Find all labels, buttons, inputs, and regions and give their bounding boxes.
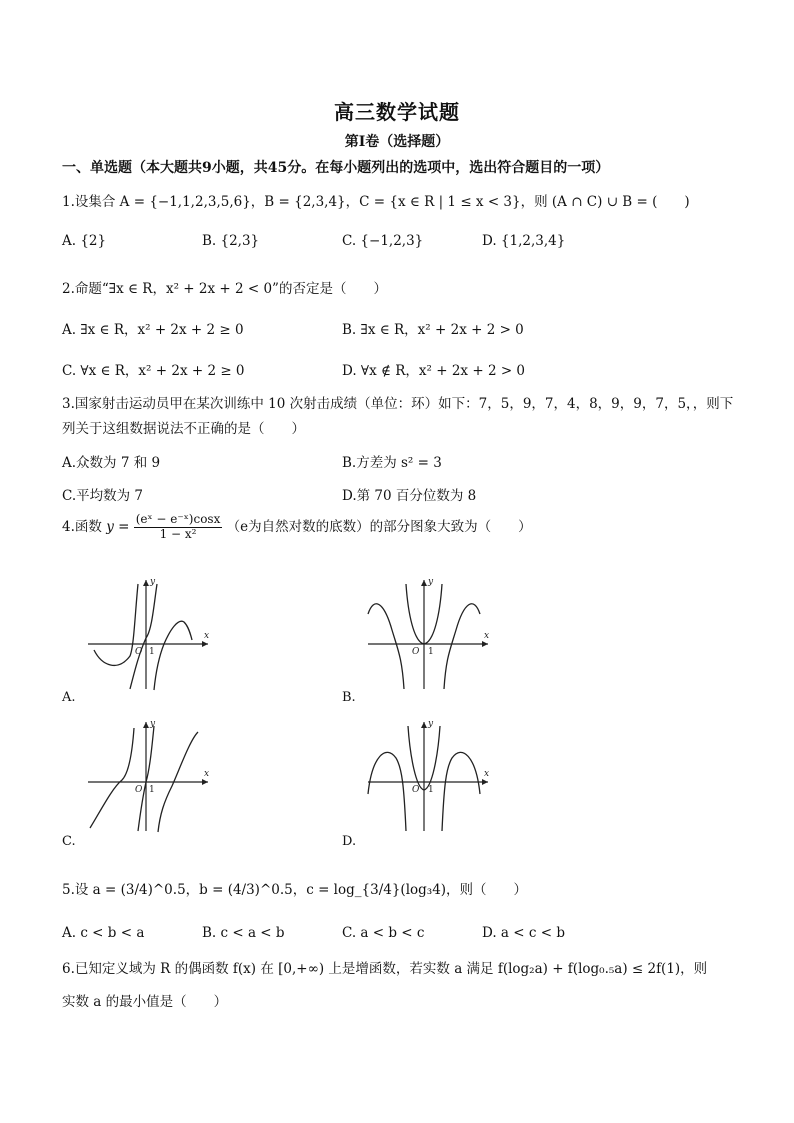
graph-b-y-label: y [428, 577, 434, 587]
question-4-fraction [134, 513, 223, 542]
graph-b-origin: O [412, 647, 420, 657]
question-1-option-d: D. {1,2,3,4} [482, 233, 566, 249]
question-4-text: 4.函数 y = $\frac{\text{(eˣ − e⁻ˣ)cosx}}{\text{1 − x²}}$ （e为自然对数的底数）的部分图象大致为（ ） [62, 512, 532, 541]
question-1-option-b: B. {2,3} [202, 233, 260, 249]
graph-c-x-label: x [204, 769, 210, 779]
graph-a-x-label: x [204, 631, 210, 641]
question-4-numerator: (eˣ − e⁻ˣ)cosx [135, 512, 221, 526]
question-3-text-line2: 列关于这组数据说法不正确的是（ ） [62, 421, 305, 437]
page-subtitle: 第Ⅰ卷（选择题） [344, 134, 450, 150]
question-5-option-a: A. c < b < a [62, 925, 145, 941]
graph-c-origin: O [135, 785, 143, 795]
graph-b-x-arrow [482, 641, 488, 647]
question-5-option-d: D. a < c < b [482, 925, 565, 941]
graph-d-curve-left [368, 752, 406, 831]
question-1-option-c: C. {−1,2,3} [342, 233, 424, 249]
graph-a-origin: O [135, 647, 143, 657]
graph-c [80, 716, 220, 836]
graph-b-x-label: x [484, 631, 490, 641]
graph-c-y-arrow [143, 722, 149, 728]
question-6-text-line1: 6.已知定义域为 R 的偶函数 f(x) 在 [0,+∞) 上是增函数，若实数 a 满足 f(log₂a) + f(log₀.₅a) ≤ 2f(1)，则 [62, 961, 708, 977]
graph-a-curve-right [154, 621, 192, 690]
section-heading: 一、单选题（本大题共9小题，共45分。在每小题列出的选项中，选出符合题目的一项） [62, 160, 610, 176]
question-3-option-d: D.第 70 百分位数为 8 [342, 488, 477, 504]
graph-a-x-arrow [202, 641, 208, 647]
graph-d [362, 716, 502, 836]
graph-d-y-label: y [428, 719, 434, 729]
question-3-text-line1: 3.国家射击运动员甲在某次训练中 10 次射击成绩（单位：环）如下：7，5，9，7，4，8，9，9，7，5，，则下 [62, 396, 734, 412]
graph-c-y-label: y [150, 719, 156, 729]
page-title: 高三数学试题 [334, 100, 460, 124]
graph-d-y-arrow [421, 722, 427, 728]
graph-b-curve-right [444, 604, 480, 689]
graph-a-y-label: y [150, 577, 156, 587]
graph-d-x-label: x [484, 769, 490, 779]
graph-b-y-arrow [421, 580, 427, 586]
question-4-denominator: 1 − x² [159, 526, 197, 541]
question-3-option-b: B.方差为 s² = 3 [342, 455, 442, 471]
graph-a-curve-mid [130, 584, 157, 689]
question-5-text: 5.设 a = (3/4)^0.5，b = (4/3)^0.5，c = log_{3/4}(log₃4)，则（ ） [62, 882, 528, 898]
graph-a-label: A. [62, 690, 76, 705]
graph-a [80, 574, 220, 694]
question-6-text-line2: 实数 a 的最小值是（ ） [62, 994, 228, 1010]
question-2-option-a: A. ∃x ∈ R，x² + 2x + 2 ≥ 0 [62, 322, 244, 338]
graph-d-curve-right [442, 752, 480, 831]
graph-d-origin: O [412, 785, 420, 795]
graph-d-x-arrow [482, 779, 488, 785]
graph-c-label: C. [62, 834, 76, 849]
graph-c-x-arrow [202, 779, 208, 785]
graph-d-label: D. [342, 834, 357, 849]
question-3-option-a: A.众数为 7 和 9 [62, 455, 161, 471]
graph-b-label: B. [342, 690, 356, 705]
graph-c-one: 1 [149, 785, 155, 795]
graph-b-curve-left [368, 604, 404, 689]
question-2-option-b: B. ∃x ∈ R，x² + 2x + 2 > 0 [342, 322, 524, 338]
graph-d-one: 1 [428, 785, 434, 795]
question-3-option-c: C.平均数为 7 [62, 488, 144, 504]
question-5-option-c: C. a < b < c [342, 925, 425, 941]
question-2-option-c: C. ∀x ∈ R，x² + 2x + 2 ≥ 0 [62, 363, 245, 379]
graph-a-curve-left [94, 584, 138, 665]
graph-c-curve-left [90, 728, 134, 828]
graph-a-y-arrow [143, 580, 149, 586]
graph-a-one: 1 [149, 647, 155, 657]
question-4-suffix: （e为自然对数的底数）的部分图象大致为（ ） [226, 518, 532, 535]
question-2-option-d: D. ∀x ∉ R，x² + 2x + 2 > 0 [342, 363, 526, 379]
question-2-text: 2.命题“∃x ∈ R，x² + 2x + 2 < 0”的否定是（ ） [62, 281, 387, 297]
question-1-text: 1.设集合 A = {−1,1,2,3,5,6}，B = {2,3,4}，C = {x ∈ R | 1 ≤ x < 3}，则 (A ∩ C) ∪ B = ( ) [62, 194, 690, 210]
graph-b-one: 1 [428, 647, 434, 657]
question-5-option-b: B. c < a < b [202, 925, 285, 941]
graph-b [362, 574, 502, 694]
question-1-option-a: A. {2} [62, 233, 107, 249]
question-4-prefix: 4.函数 [62, 518, 102, 535]
